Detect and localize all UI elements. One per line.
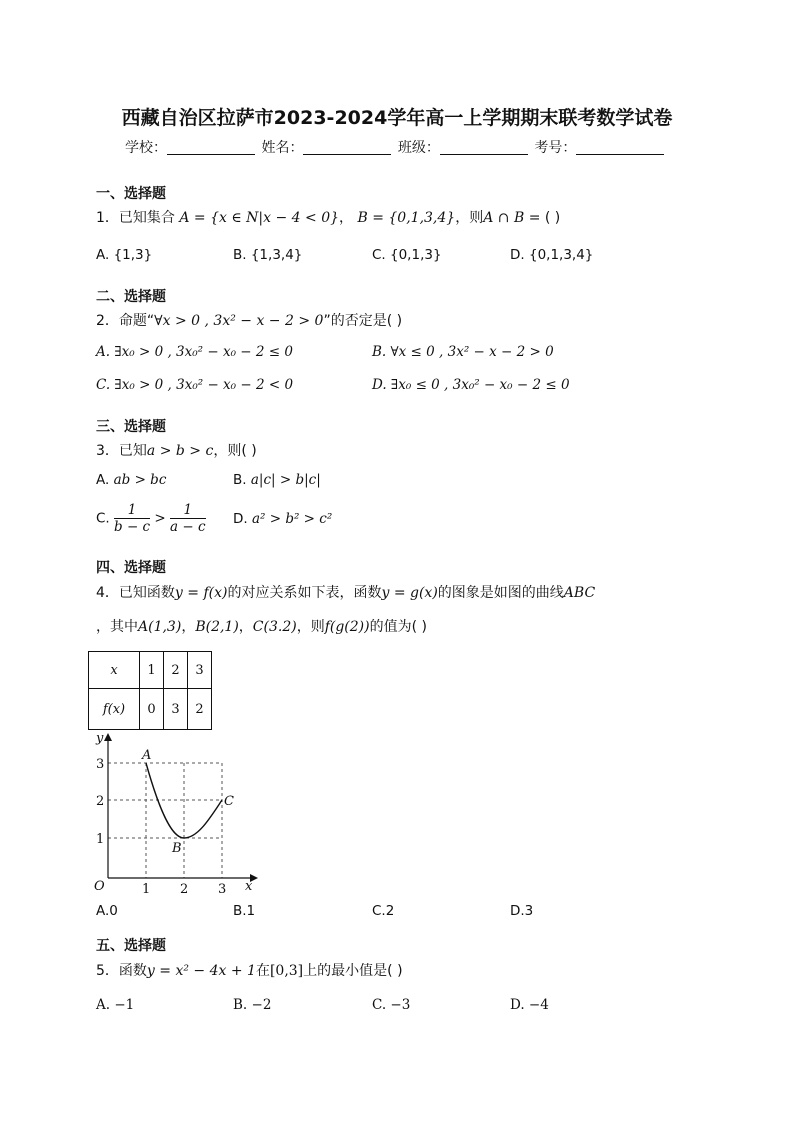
q3-option-a-expr: ab > bc: [113, 472, 167, 488]
section-2-heading: 二、选择题: [96, 289, 166, 305]
q2-option-b[interactable]: B. ∀x ≤ 0 , 3x² − x − 2 > 0: [372, 344, 554, 360]
point-b-label: B: [172, 841, 182, 856]
origin-label: O: [94, 879, 105, 894]
section-4-heading: 四、选择题: [96, 560, 166, 576]
table-cell: 0: [140, 689, 164, 730]
q1-option-d[interactable]: D. {0,1,3,4}: [510, 247, 594, 263]
table-cell: 2: [188, 689, 212, 730]
section-1-heading: 一、选择题: [96, 186, 166, 202]
q1-text-b: ，则: [455, 210, 484, 226]
q4-point-c: C(3.2): [252, 619, 297, 635]
graph-grid: [108, 763, 222, 878]
q4-sep-2: ，: [238, 619, 253, 635]
q3-option-b-expr: a|c| > b|c|: [250, 472, 321, 488]
q1-option-a[interactable]: A. {1,3}: [96, 247, 153, 263]
table-cell: x: [89, 652, 140, 689]
q1-option-c[interactable]: C. {0,1,3}: [372, 247, 442, 263]
point-c-label: C: [224, 794, 234, 809]
q2-text-b: ”的否定是( ): [323, 313, 403, 329]
table-cell: 1: [140, 652, 164, 689]
number-blank[interactable]: [576, 140, 664, 155]
school-blank[interactable]: [167, 140, 255, 155]
name-blank[interactable]: [303, 140, 391, 155]
q5-text-c: 上的最小值是( ): [303, 963, 403, 979]
q2-option-a[interactable]: A. ∃x₀ > 0 , 3x₀² − x₀ − 2 ≤ 0: [96, 344, 293, 360]
q2-text-a: 2．命题“: [96, 313, 155, 329]
y-tick-label: 1: [96, 832, 105, 847]
q5-option-a[interactable]: A. −1: [96, 997, 135, 1013]
q5-text-b: 在: [255, 963, 270, 979]
q4-option-b[interactable]: B.1: [233, 903, 256, 919]
q3-text-b: ，则( ): [213, 443, 257, 459]
q3-option-d[interactable]: [233, 511, 332, 527]
q2-prop: ∀x > 0 , 3x² − x − 2 > 0: [154, 313, 324, 329]
question-1-stem: [96, 207, 560, 227]
q3-option-a[interactable]: [96, 472, 166, 488]
q4-text-c: 的图象是如图的曲线: [437, 585, 564, 601]
y-axis-label: y: [96, 731, 104, 746]
q4-text-f: 的值为( ): [369, 619, 427, 635]
q3-option-c-label: C.: [96, 510, 110, 527]
q4-text-b: 的对应关系如下表，函数: [227, 585, 382, 601]
q3-option-c-frac1: $\frac{1}{b - c}$: [114, 502, 151, 535]
q4-text-d: ，其中: [96, 619, 138, 635]
table-cell: 3: [164, 689, 188, 730]
q3-option-b-label: B.: [233, 472, 247, 488]
q4-expr: f(g(2)): [324, 619, 370, 635]
q4-option-a[interactable]: A.0: [96, 903, 118, 919]
q4-f-def: y = f(x): [174, 585, 228, 601]
table-row: [89, 652, 212, 689]
q4-point-a: A(1,3): [138, 619, 182, 635]
school-label: 学校：: [125, 140, 167, 156]
x-axis-label: x: [245, 879, 253, 894]
function-graph: [88, 728, 268, 898]
q3-option-b[interactable]: [233, 472, 321, 488]
q3-text-a: 3．已知: [96, 443, 147, 459]
table-cell: 3: [188, 652, 212, 689]
table-row: [89, 689, 212, 730]
question-2-stem: [96, 310, 402, 330]
name-label: 姓名：: [261, 140, 304, 156]
page-title: 西藏自治区拉萨市2023-2024学年高一上学期期末联考数学试卷: [121, 107, 673, 129]
question-4-stem-line2: [96, 616, 427, 636]
table-cell: 2: [164, 652, 188, 689]
q1-set-a: A = {x ∈ N|x − 4 < 0}: [179, 210, 340, 226]
q1-set-b: B = {0,1,3,4}: [357, 210, 456, 226]
q4-text-a: 4．已知函数: [96, 585, 175, 601]
class-label: 班级：: [397, 140, 440, 156]
class-blank[interactable]: [440, 140, 528, 155]
section-5-heading: 五、选择题: [96, 938, 166, 954]
y-tick-label: 2: [96, 794, 105, 809]
q5-option-b[interactable]: B. −2: [233, 997, 272, 1013]
x-tick-label: 3: [218, 882, 227, 897]
q1-comma: ，: [339, 210, 354, 226]
q1-text-a: 1．已知集合: [96, 210, 175, 226]
q3-option-d-label: D.: [233, 511, 248, 527]
function-table: [88, 651, 212, 730]
q3-option-a-label: A.: [96, 472, 110, 488]
student-info: [125, 137, 666, 157]
y-axis-arrow: [104, 733, 112, 741]
q5-text-a: 5．函数: [96, 963, 147, 979]
q4-curve: ABC: [563, 585, 596, 601]
q3-cond: a > b > c: [146, 443, 214, 459]
q4-option-c[interactable]: C.2: [372, 903, 395, 919]
q4-g-def: y = g(x): [381, 585, 438, 601]
q5-func: y = x² − 4x + 1: [146, 963, 256, 979]
x-tick-label: 2: [180, 882, 189, 897]
section-3-heading: 三、选择题: [96, 419, 166, 435]
question-5-stem: [96, 960, 403, 980]
q2-option-d[interactable]: D. ∃x₀ ≤ 0 , 3x₀² − x₀ − 2 ≤ 0: [372, 377, 570, 393]
x-tick-label: 1: [142, 882, 151, 897]
q4-sep-1: ，: [181, 619, 196, 635]
q3-option-c-frac2: $\frac{1}{a - c}$: [170, 502, 206, 535]
question-3-stem: [96, 440, 257, 460]
q4-point-b: B(2,1): [195, 619, 239, 635]
q1-text-c: = ( ): [528, 210, 561, 226]
q4-option-d[interactable]: D.3: [510, 903, 534, 919]
q4-text-e: ，则: [296, 619, 325, 635]
q1-option-b[interactable]: B. {1,3,4}: [233, 247, 303, 263]
q5-option-c[interactable]: C. −3: [372, 997, 411, 1013]
q3-option-c[interactable]: [96, 502, 206, 535]
table-cell: f(x): [89, 689, 140, 730]
q2-option-c[interactable]: C. ∃x₀ > 0 , 3x₀² − x₀ − 2 < 0: [96, 377, 294, 393]
q3-option-d-expr: a² > b² > c²: [251, 511, 333, 527]
q5-interval: [0,3]: [269, 963, 304, 979]
q5-option-d[interactable]: D. −4: [510, 997, 549, 1013]
number-label: 考号：: [534, 140, 577, 156]
point-a-label: A: [142, 748, 152, 763]
y-tick-label: 3: [96, 757, 105, 772]
q3-option-c-gt: >: [154, 510, 166, 527]
question-4-stem-line1: [96, 582, 595, 602]
q1-expr: A ∩ B: [483, 210, 525, 226]
